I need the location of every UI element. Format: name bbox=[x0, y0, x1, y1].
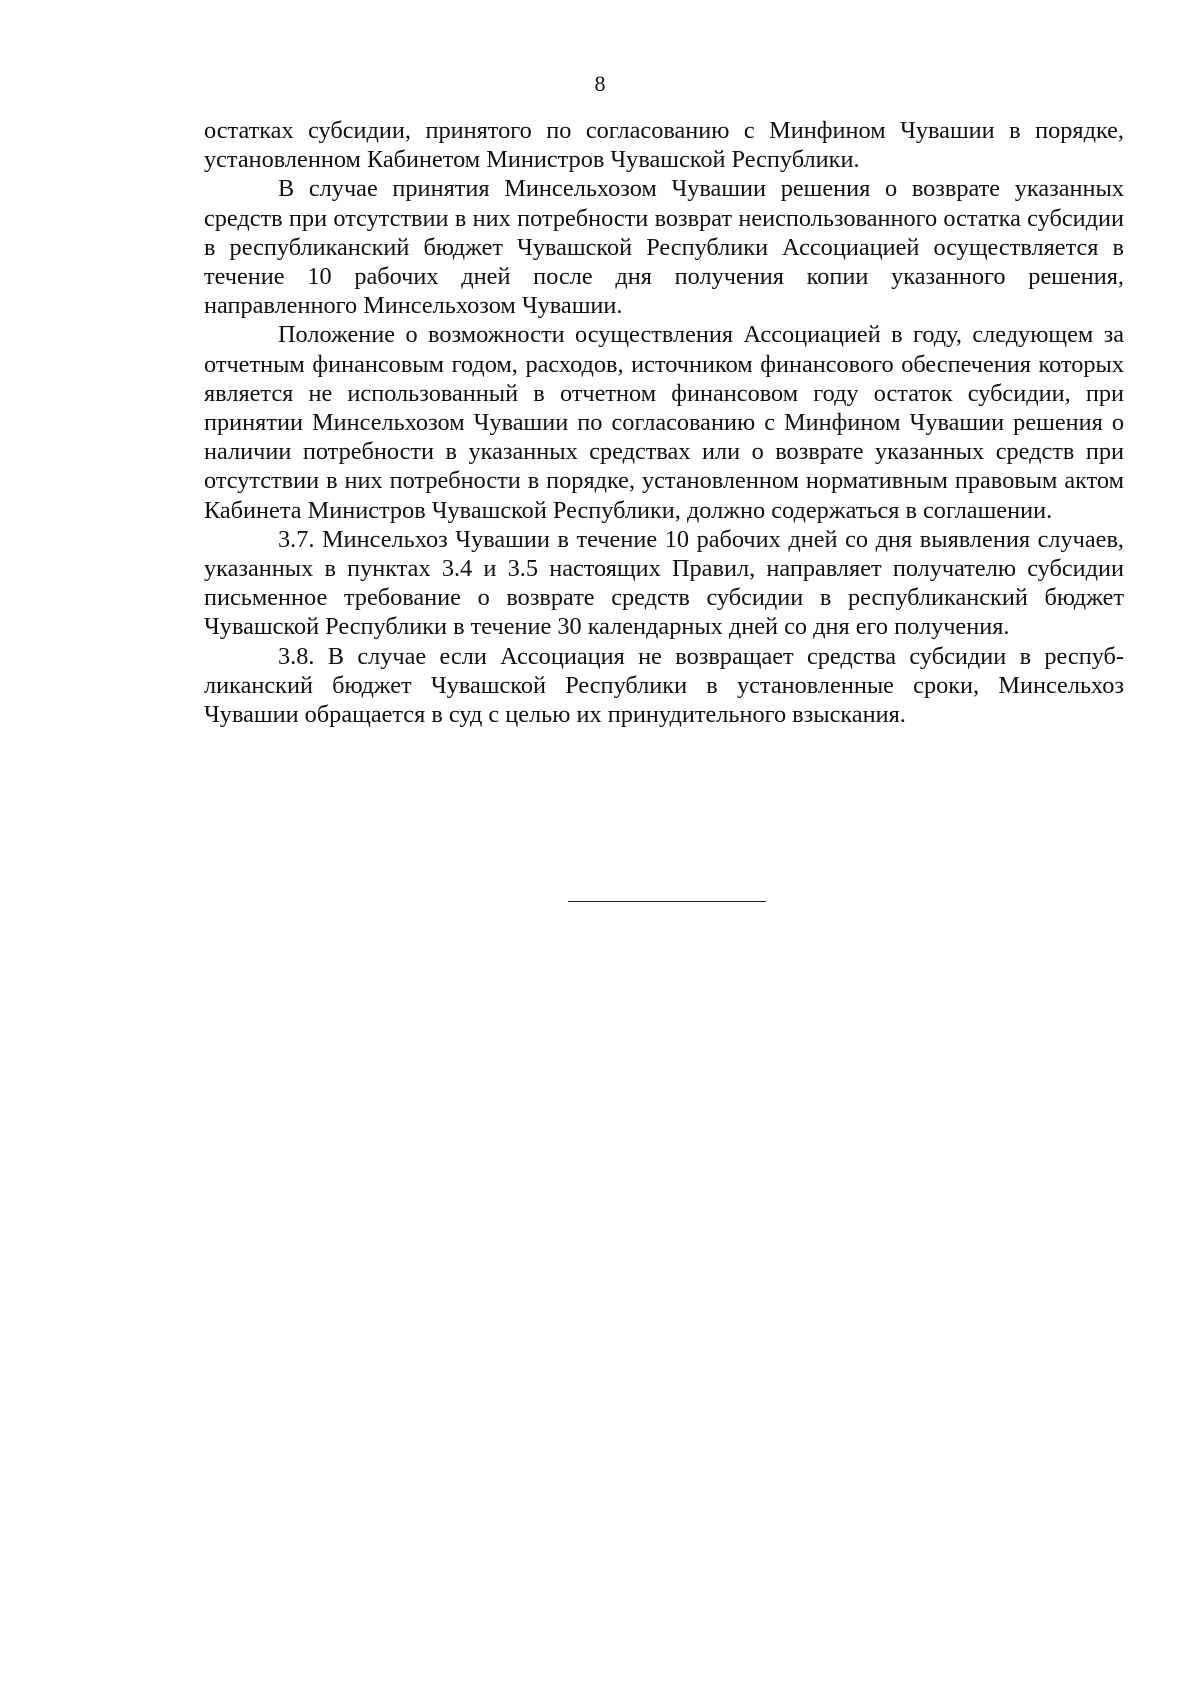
end-of-document-rule bbox=[568, 901, 766, 902]
paragraph-3-8: 3.8. В случае если Ассоциация не возвращает средства субсидии в республиканский бюджет Чувашской Республики в установленные сроки, Минсельхоз Чувашии обращается в суд с целью их принудительного взыскания. bbox=[204, 642, 1124, 729]
page-number: 8 bbox=[594, 71, 606, 96]
paragraph-continuation: остатках субсидии, принятого по согласованию с Минфином Чувашии в порядке, установленном Кабинетом Министров Чувашской Республики. bbox=[204, 117, 1124, 174]
paragraph-agreement-provision: Положение о возможности осуществления Ассоциацией в году, следующем за отчетным финансовым годом, расходов, источником финансового обеспечения которых является не использованный в отчетном финансовом году остаток субсидии, при принятии Минсельхозом Чувашии по согласованию с Минфином Чувашии решения о наличии потребности в указанных средствах или о возврате указанных средств при отсутствии в них потребности в порядке, установленном нормативным правовым актом Кабинета Министров Чувашской Республики, должно содержаться в соглашении. bbox=[204, 321, 1124, 524]
paragraph-3-7: 3.7. Минсельхоз Чувашии в течение 10 рабочих дней со дня выявления случаев, указанных в пунктах 3.4 и 3.5 настоящих Правил, направляет получателю субсидии письменное требование о возврате средств субсидии в республиканский бюджет Чувашской Республики в течение 30 календарных дней со дня его получения. bbox=[204, 525, 1124, 641]
paragraph-return-decision: В случае принятия Минсельхозом Чувашии решения о возврате указанных средств при отсутствии в них потребности возврат неиспользованного остатка субсидии в республиканский бюджет Чувашской Республики Ассоциацией осуществляется в течение 10 рабочих дней после дня получения копии указанного решения, направленного Минсельхозом Чувашии. bbox=[204, 175, 1124, 320]
document-body bbox=[204, 116, 1124, 729]
